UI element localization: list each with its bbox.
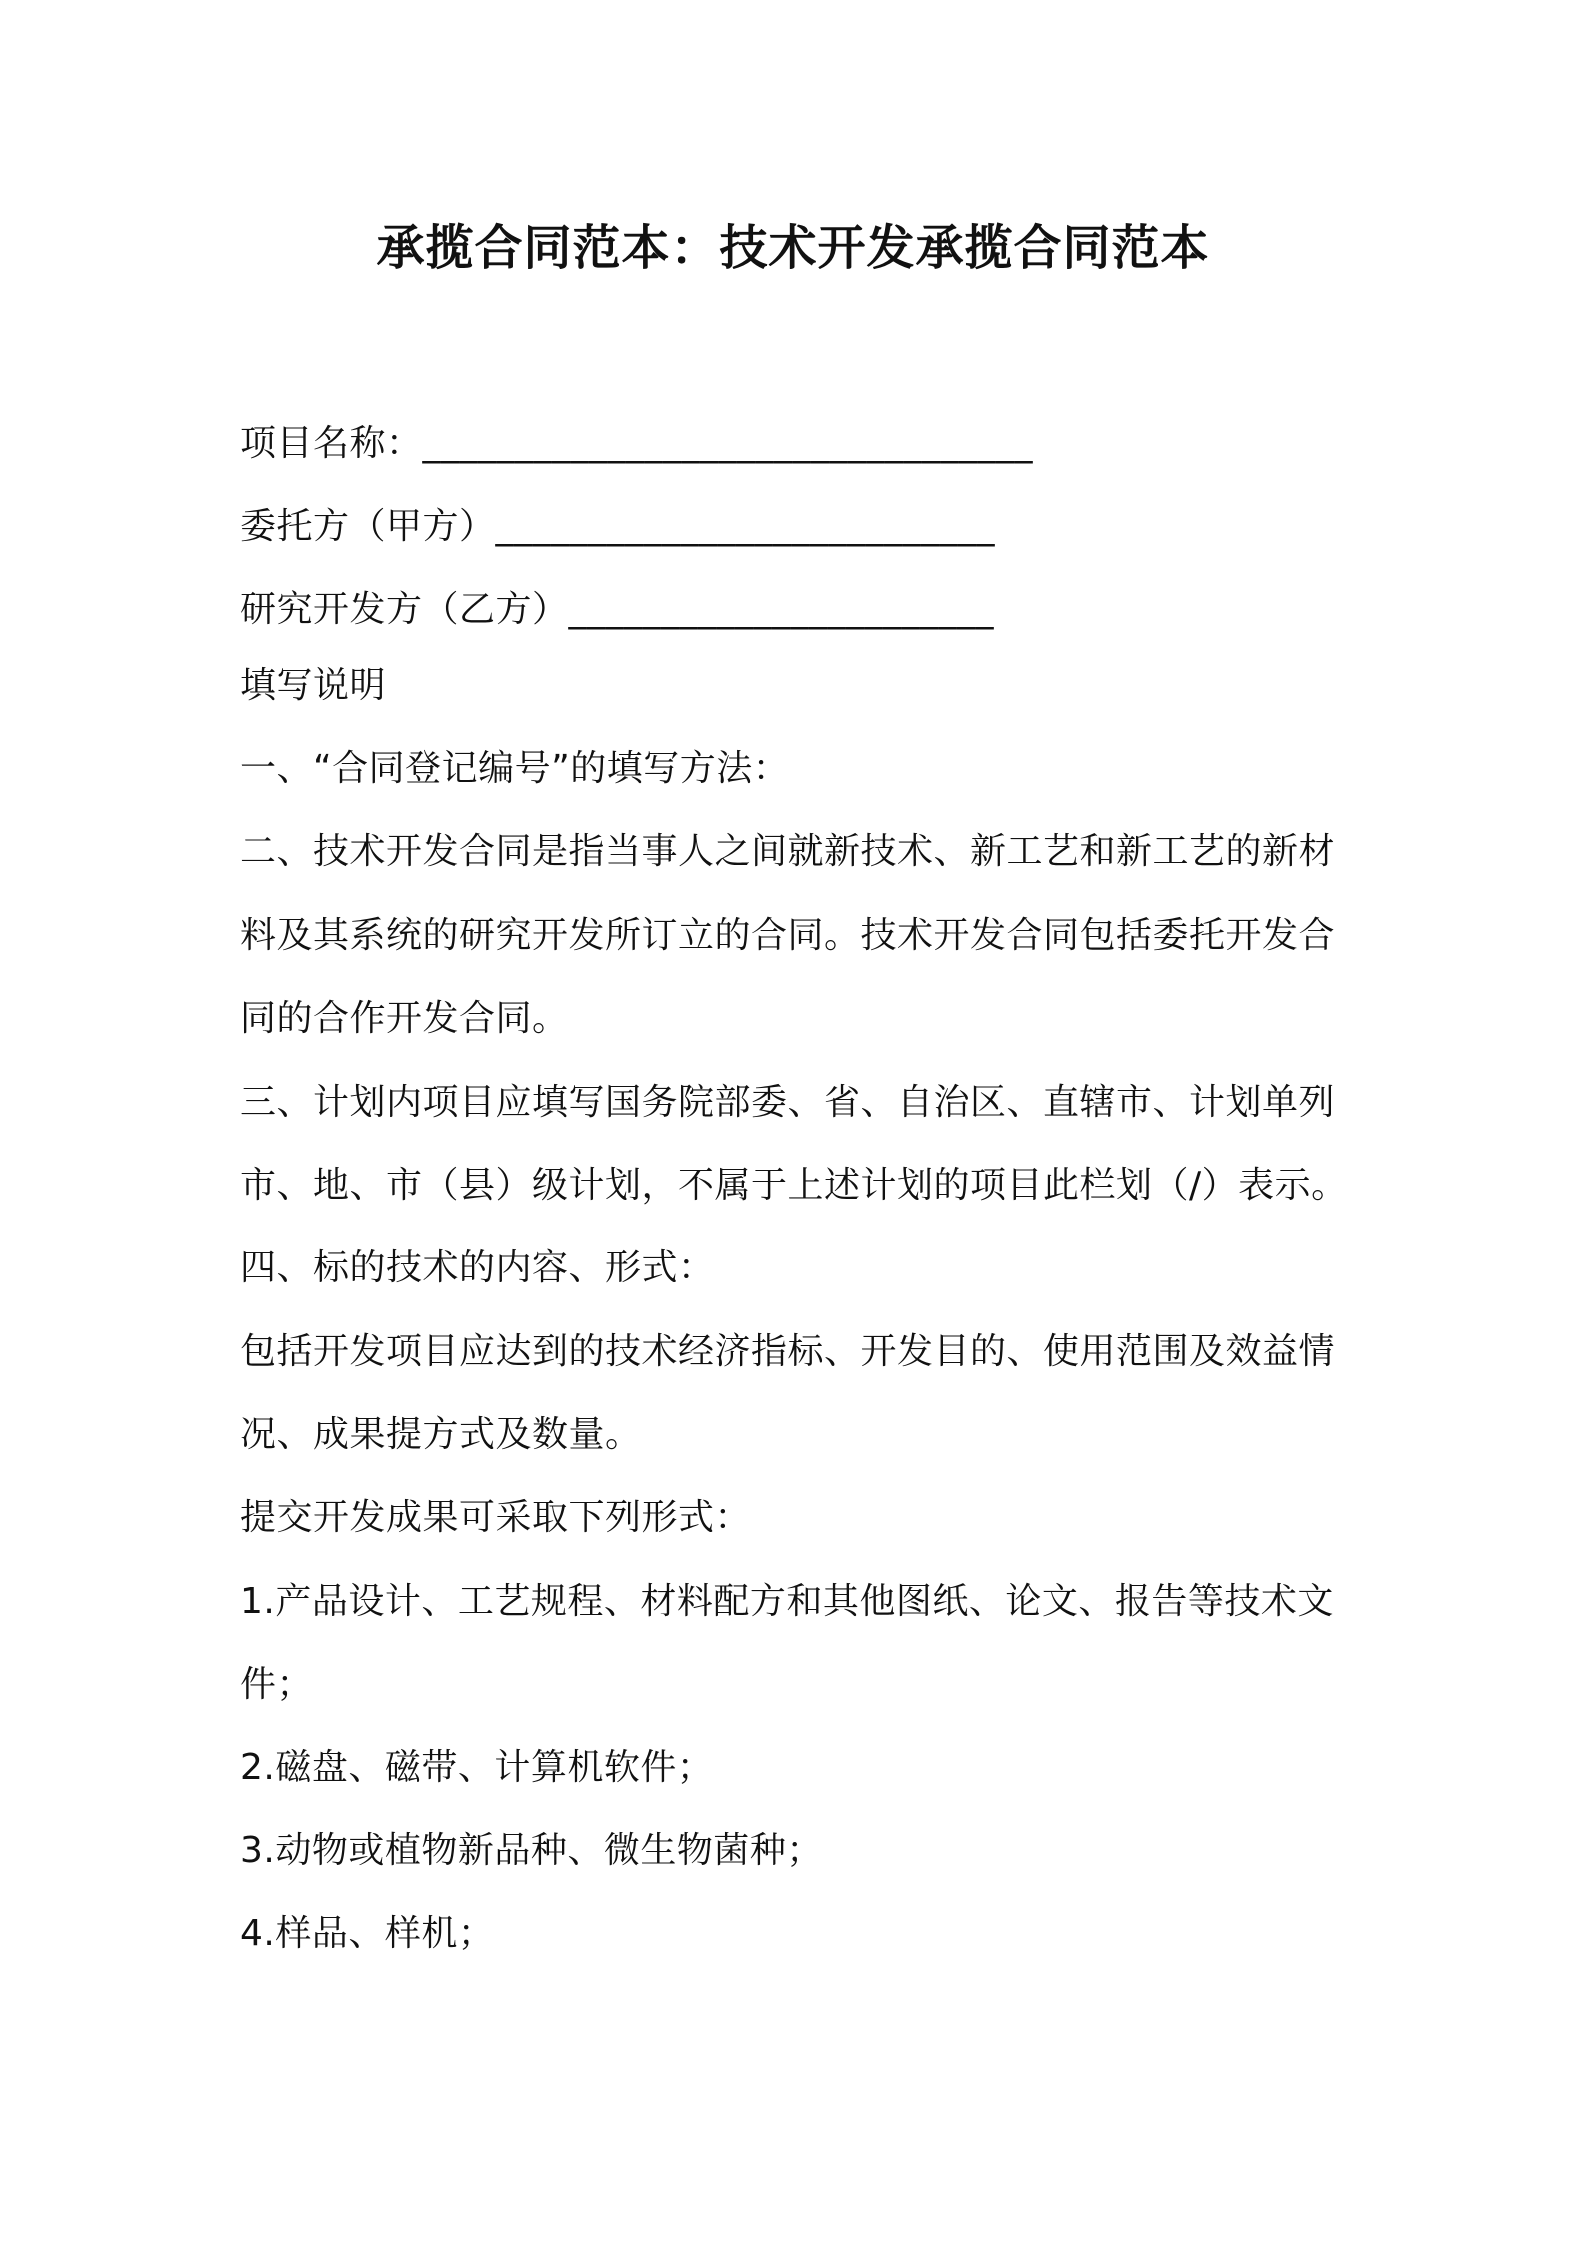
paragraph-line: 料及其系统的研究开发所订立的合同。技术开发合同包括委托开发合 <box>240 915 1336 956</box>
document-title: 承揽合同范本：技术开发承揽合同范本 <box>376 220 1210 276</box>
paragraph-line: 三、计划内项目应填写国务院部委、省、自治区、直辖市、计划单列 <box>240 1082 1336 1123</box>
list-item-continuation: 件； <box>240 1664 314 1705</box>
paragraph-line: 提交开发成果可采取下列形式： <box>240 1497 752 1538</box>
developer-party-b-field: 研究开发方（乙方）_______________________ <box>240 589 995 630</box>
list-item: 4.样品、样机； <box>240 1913 495 1954</box>
paragraph-line: 包括开发项目应达到的技术经济指标、开发目的、使用范围及效益情 <box>240 1331 1336 1372</box>
list-item: 2.磁盘、磁带、计算机软件； <box>240 1747 714 1788</box>
list-item: 1.产品设计、工艺规程、材料配方和其他图纸、论文、报告等技术文 <box>240 1581 1334 1622</box>
project-name-field: 项目名称：_________________________________ <box>240 423 1034 464</box>
paragraph-line: 况、成果提方式及数量。 <box>240 1414 642 1455</box>
paragraph-line: 四、标的技术的内容、形式： <box>240 1247 715 1288</box>
paragraph-line: 一、“合同登记编号”的填写方法： <box>240 748 790 789</box>
client-party-a-field: 委托方（甲方）___________________________ <box>240 506 996 547</box>
list-item: 3.动物或植物新品种、微生物菌种； <box>240 1830 823 1871</box>
paragraph-line: 同的合作开发合同。 <box>240 998 569 1039</box>
instructions-heading: 填写说明 <box>240 665 387 706</box>
paragraph-line: 市、地、市（县）级计划，不属于上述计划的项目此栏划（/）表示。 <box>240 1165 1348 1206</box>
paragraph-line: 二、技术开发合同是指当事人之间就新技术、新工艺和新工艺的新材 <box>240 831 1336 872</box>
